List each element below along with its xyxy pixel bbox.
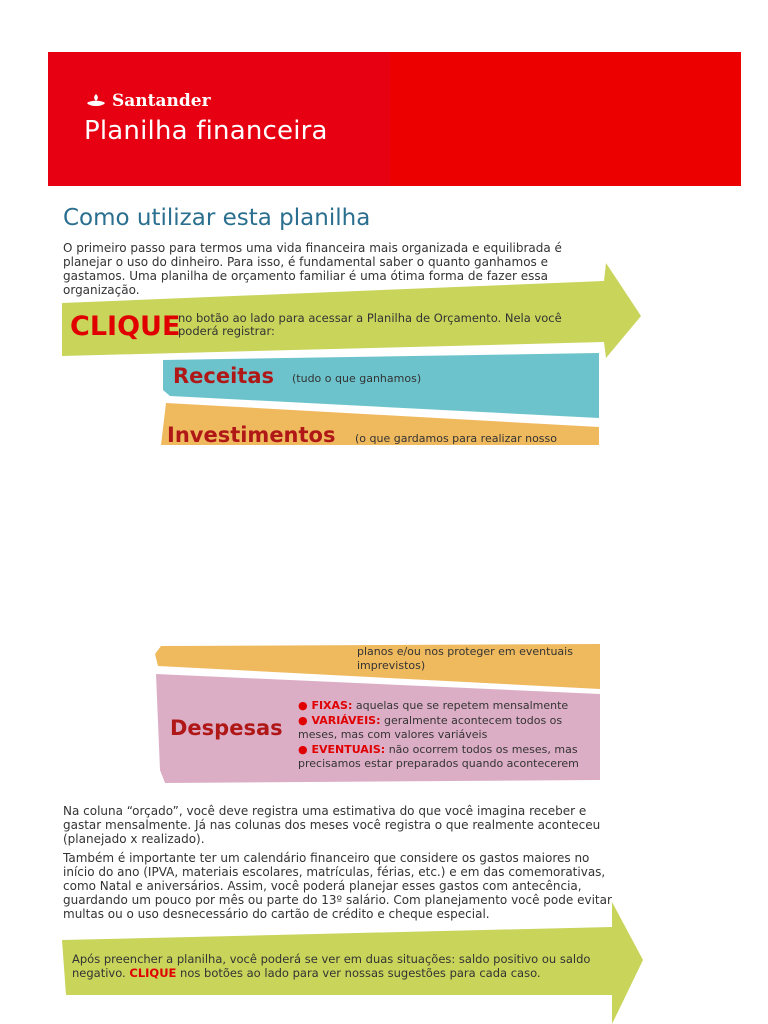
investimentos-description-continued: planos e/ou nos proteger em eventuais imprevistos) (357, 645, 573, 672)
despesas-label: Despesas (170, 716, 283, 740)
despesa-desc: geralmente acontecem todos os meses, mas com valores variáveis (298, 714, 563, 741)
despesa-type-variaveis: VARIÁVEIS: (311, 714, 381, 727)
intro-paragraph: O primeiro passo para termos uma vida financeira mais organizada e equilibrada é planejar o uso do dinheiro. Para isso, é fundamental saber o quanto ganhamos e gastamos. Uma planilha de orçamento familiar é uma ótima forma de fazer essa organização. (63, 241, 562, 297)
clique-label[interactable]: CLIQUE (70, 311, 181, 342)
orcado-paragraph: Na coluna “orçado”, você deve registra uma estimativa do que você imagina receber e gastar mensalmente. Já nas colunas dos meses você registra o que realmente aconteceu (planejado x realizado). (63, 804, 601, 846)
final-text-before: Após preencher a planilha, você poderá se ver em duas situações: saldo positivo ou saldo negativo. (72, 952, 591, 980)
section-title: Como utilizar esta planilha (63, 205, 371, 231)
bullet-icon: ● (298, 743, 312, 756)
bullet-icon: ● (298, 714, 312, 727)
list-item (298, 699, 598, 713)
investimentos-label: Investimentos (167, 423, 336, 447)
page-title: Planilha financeira (84, 116, 328, 146)
final-ribbon-text (72, 952, 602, 980)
despesa-desc: aquelas que se repetem mensalmente (352, 699, 569, 712)
list-item (298, 743, 598, 771)
final-clique-link[interactable]: CLIQUE (129, 966, 177, 980)
despesa-type-fixas: FIXAS: (311, 699, 353, 712)
list-item (298, 714, 598, 742)
clique-text: no botão ao lado para acessar a Planilha de Orçamento. Nela você poderá registrar: (178, 311, 562, 338)
calendar-paragraph: Também é importante ter um calendário financeiro que considere os gastos maiores no início do ano (IPVA, materiais escolares, matrículas, férias, etc.) e em das comemorativas, como Natal e aniversários. Assim, você poderá planejar esses gastos com antecência, guardando um pouco por mês ou parte do 13º salário. Com planejamento você pode evitar multas ou o uso desnecessário do cartão de crédito e cheque especial. (63, 851, 612, 921)
receitas-label: Receitas (173, 364, 275, 388)
despesa-desc: não ocorrem todos os meses, mas precisamos estar preparados quando acontecerem (298, 743, 579, 770)
despesas-list (298, 699, 598, 772)
final-text-after: nos botões ao lado para ver nossas sugestões para cada caso. (176, 966, 541, 980)
investimentos-description: (o que gardamos para realizar nosso (355, 432, 557, 445)
despesa-type-eventuais: EVENTUAIS: (311, 743, 386, 756)
bullet-icon: ● (298, 699, 312, 712)
brand-name: Santander (112, 91, 211, 111)
receitas-description: (tudo o que ganhamos) (292, 372, 422, 385)
